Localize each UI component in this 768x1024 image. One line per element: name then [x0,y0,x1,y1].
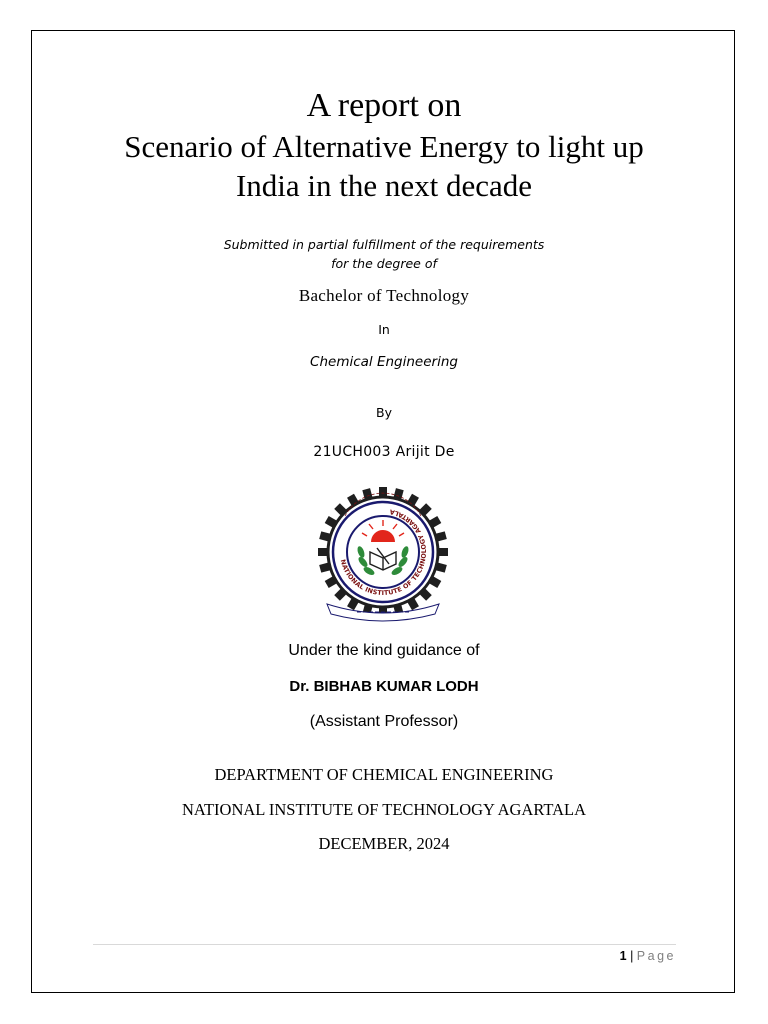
footer-divider [93,944,676,945]
author-name: 21UCH003 Arijit De [313,444,455,460]
logo-ring-text: NATIONAL INSTITUTE OF TECHNOLOGY AGARTALA [338,507,429,598]
branch-name: Chemical Engineering [310,354,458,370]
title-line-2: Scenario of Alternative Energy to light up [124,129,644,164]
department-name: DEPARTMENT OF CHEMICAL ENGINEERING [214,765,554,784]
institute-logo [317,486,449,626]
report-date: DECEMBER, 2024 [318,834,450,853]
page-word: Page [636,949,676,963]
by-label: By [376,405,392,420]
submission-line-2: for the degree of [331,256,437,271]
page-footer [400,947,676,965]
guide-role: (Assistant Professor) [309,713,459,730]
in-label: In [378,322,390,337]
guide-name: Dr. BIBHAB KUMAR LODH [289,678,479,695]
degree-name: Bachelor of Technology [298,286,470,305]
footer-separator: | [630,949,634,963]
submission-line-1: Submitted in partial fulfillment of the requirements [223,237,545,252]
guidance-label: Under the kind guidance of [288,642,480,659]
institute-name: NATIONAL INSTITUTE OF TECHNOLOGY AGARTALA [181,800,587,819]
title-line-3: India in the next decade [235,168,533,203]
title-line-1: A report on [306,87,462,124]
page-number: 1 [619,949,627,963]
